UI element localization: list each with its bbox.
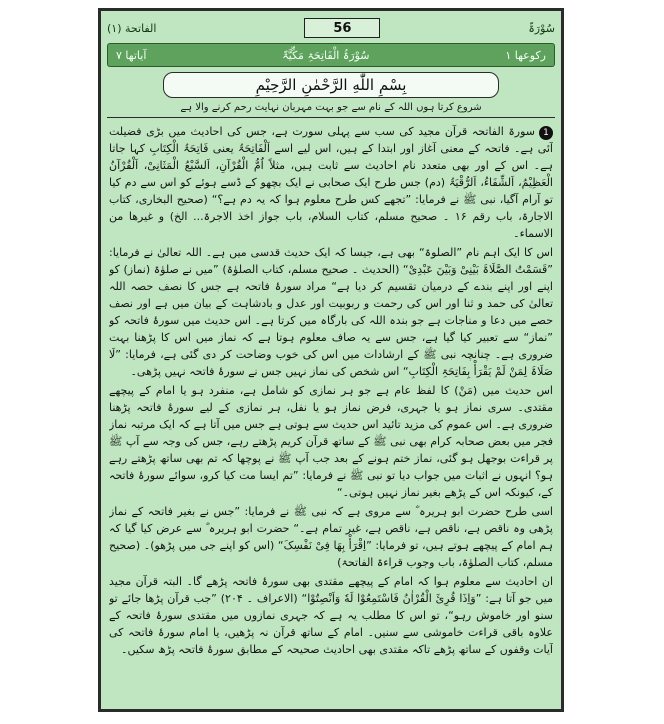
page-number: 56: [333, 20, 352, 36]
ayat-count-label: آياتها ۷: [116, 48, 147, 62]
paragraph-text: اسی طرح حضرت ابو ہریرہ ؓ سے مروی ہے کہ نبی ﷺ نے فرمایا: ”جس نے بغیر فاتحہ کے نماز پڑھی وہ ناقص ہے، ناقص ہے، ناقص ہے، غیر تمام ہے۔“ حضرت ابو ہریرہ ؓ سے عرض کیا گیا کہ ہم امام کے پیچھے ہوتے ہیں، تو فرمایا: ”اِقْرَأْ بِھَا فِیْ نَفْسِکَ“ (اس کو اپنے جی میں پڑھو)۔ (صحیح مسلم، کتاب الصلوٰۃ، باب وجوب قراءۃ الفاتحۃ): [109, 505, 553, 569]
surah-title-banner: [107, 43, 555, 67]
paragraph-text: سورۃ الفاتحہ قرآن مجید کی سب سے پہلی سورت ہے، جس کی احادیث میں بڑی فضیلت آئی ہے۔ فاتحہ کے معنی آغاز اور ابتدا کے ہیں، اس لیے اسے اَلْفَاتِحَۃُ یعنی فَاتِحَۃُ الْکِتَابِ کہا جاتا ہے۔ اس کے اور بھی متعدد نام احادیث سے ثابت ہیں، مثلاً اُمُّ الْقُرْآنِ، اَلسَّبْعُ الْمَثَانِیْ، اَلْقُرْآنُ الْعَظِیْمُ، اَلشِّفَاءُ، اَلرُّقْیَۃُ (دم) جس طرح ایک صحابی نے ایک بچھو کے ڈسے ہوئے کو اس سے دم کیا تو آرام آگیا، نبی ﷺ نے فرمایا: ”تجھے کس طرح معلوم ہوا کہ یہ دم ہے؟“ (صحیح البخاری، کتاب الاجارۃ، باب رقم ۱۶ ۔ صحیح مسلم، کتاب السلام، باب جواز اخذ الاجرۃ... الخ) و غیرھا من الاسماء۔: [109, 125, 553, 240]
commentary-paragraph: [109, 244, 553, 380]
ruku-count-label: رکوعها ۱: [505, 48, 546, 62]
footnote-number-badge: 1: [539, 126, 553, 140]
bismillah-translation-text: شروع کرتا ہوں اللہ کے نام سے جو بہت مہربان نہایت رحم کرنے والا ہے: [180, 101, 482, 113]
header-divider: [107, 117, 555, 118]
bismillah-frame: [163, 72, 499, 98]
bismillah-translation: [121, 98, 541, 116]
commentary-paragraph: [109, 503, 553, 571]
surah-title: سُوْرَۃُ الْفَاتِحَۃِ مَکِّیَّۃٌ: [282, 48, 370, 62]
page-number-box: [304, 18, 380, 38]
surah-short-label: الفاتحة (۱): [107, 21, 157, 35]
commentary-body: [109, 123, 553, 701]
paragraph-text: ان احادیث سے معلوم ہوا کہ امام کے پیچھے مقتدی بھی سورۂ فاتحہ پڑھے گا۔ البتہ قرآن مجید میں جو آتا ہے: ”وَاِذَا قُرِئَ الْقُرْاٰنُ فَاسْتَمِعُوْا لَهٗ وَاَنْصِتُوْا“ (الاعراف ۔ ۲۰۴) ”جب قرآن پڑھا جائے تو سنو اور خاموش رہو“، تو اس کا مطلب یہ ہے کہ جہری نمازوں میں مقتدی سورۂ فاتحہ کے علاوہ باقی قراءت خاموشی سے سنیں۔ امام کے ساتھ قرآن نہ پڑھیں، یا امام سورۂ فاتحہ کی آیات وقفوں کے ساتھ پڑھے تاکہ مقتدی بھی احادیث صحیحہ کے مطابق سورۂ فاتحہ پڑھ سکیں۔: [109, 575, 553, 656]
bismillah-text: بِسْمِ اللّٰهِ الرَّحْمٰنِ الرَّحِيْمِ: [255, 76, 407, 94]
paragraph-text: اس کا ایک اہم نام ”الصلوۃ“ بھی ہے، جیسا کہ ایک حدیث قدسی میں ہے۔ اللہ تعالیٰ نے فرمایا: ”قَسَمْتُ الصَّلَاۃَ بَیْنِیْ وَبَیْنَ عَبْدِیْ“ (الحدیث ۔ صحیح مسلم، کتاب الصلوٰۃ) ”میں نے صلوٰۃ (نماز) کو اپنے اور اپنے بندے کے درمیان تقسیم کر دیا ہے“ مراد سورۂ فاتحہ ہے جس کا نصف حصہ اللہ تعالیٰ کی حمد و ثنا اور اس کی رحمت و ربوبیت اور عدل و بادشاہت کے بیان میں ہے اور نصف حصے میں دعا و مناجات ہے جو بندہ اللہ کی بارگاہ میں کرتا ہے۔ اس حدیث میں سورۂ فاتحہ کو ”نماز“ سے تعبیر کیا گیا ہے، جس سے یہ صاف معلوم ہوتا ہے کہ نماز میں اس کا پڑھنا بہت ضروری ہے۔ چنانچہ نبی ﷺ کے ارشادات میں اس کی خوب وضاحت کر دی گئی ہے، فرمایا: ”لَا صَلَاۃَ لِمَنْ لَمْ یَقْرَأْ بِفَاتِحَۃِ الْکِتَابِ“ اس شخص کی نماز نہیں جس نے سورۂ فاتحہ نہیں پڑھی۔: [109, 246, 553, 378]
commentary-paragraph: [109, 382, 553, 501]
commentary-paragraph: [109, 123, 553, 242]
commentary-paragraph: [109, 573, 553, 658]
page-header: [107, 17, 555, 39]
paragraph-text: اس حدیث میں (مَنْ) کا لفظ عام ہے جو ہر نمازی کو شامل ہے، منفرد ہو یا امام کے پیچھے مقتدی۔ سری نماز ہو یا جہری، فرض نماز ہو یا نفل، ہر نمازی کے لیے سورۂ فاتحہ پڑھنا ضروری ہے۔ اس عموم کی مزید تائید اس حدیث سے ہوتی ہے جس میں آتا ہے کہ ایک مرتبہ نماز فجر میں بعض صحابہ کرام بھی نبی ﷺ کے ساتھ قرآن کریم پڑھتے رہے، جس کی وجہ سے آپ ﷺ پر قراءت بوجھل ہو گئی، نماز ختم ہونے کے بعد جب آپ ﷺ نے پوچھا کہ تم بھی ساتھ پڑھتے رہے ہو؟ انہوں نے اثبات میں جواب دیا تو نبی ﷺ نے فرمایا: ”تم ایسا مت کیا کرو، سوائے سورۂ فاتحہ کے، کیونکہ اس کے پڑھے بغیر نماز نہیں ہوتی۔“: [109, 384, 553, 499]
mushaf-page: [98, 8, 564, 712]
surah-word-label: سُوْرَۃٌ: [528, 21, 555, 35]
